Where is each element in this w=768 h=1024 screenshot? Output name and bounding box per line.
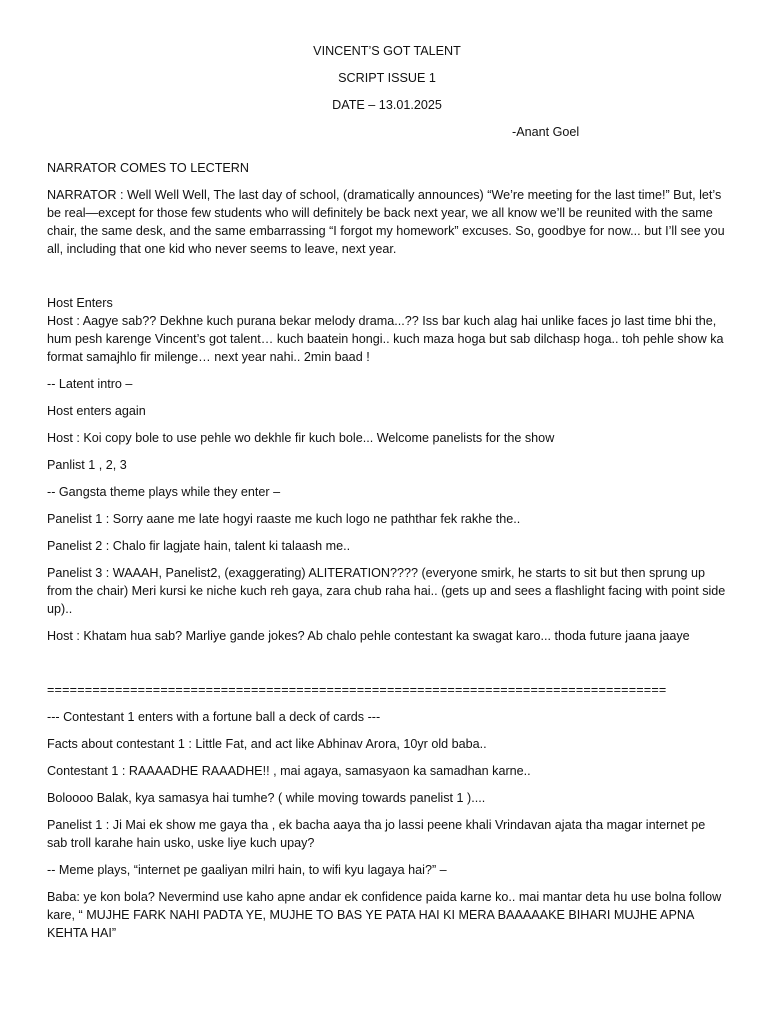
- panelist-line: Panelist 3 : WAAAH, Panelist2, (exaggerating) ALITERATION???? (everyone smirk, he starts to sit but then sprung up from the chair) Meri kursi ke niche kuch reh gaya, zara chub raha hai.. (gets up and sees a flashlight facing with point side up)..: [47, 566, 726, 616]
- host-line: Host : Koi copy bole to use pehle wo dekhle fir kuch bole... Welcome panelists for the show: [47, 431, 555, 445]
- author-line: -Anant Goel: [512, 125, 580, 139]
- blank-gap: [47, 654, 727, 681]
- contestant-line: Contestant 1 : RAAAADHE RAAADHE!! , mai agaya, samasyaon ka samadhan karne..: [47, 764, 531, 778]
- host-line: Host : Aagye sab?? Dekhne kuch purana bekar melody drama...?? Iss bar kuch alag hai unlike faces jo last time bhi the, hum pesh karenge Vincent’s got talent… kuch baatein hongi.. kuch maza hoga but sab dilchasp hoga.. toh pehle show ka format samajhlo fir milenge… next year nahi.. 2min baad !: [47, 314, 724, 364]
- panelists-line: Panlist 1 , 2, 3: [47, 458, 127, 472]
- script-body: [47, 42, 727, 951]
- blank-gap: [47, 267, 727, 294]
- document-title: VINCENT’S GOT TALENT: [313, 44, 461, 58]
- script-date: DATE – 13.01.2025: [332, 98, 442, 112]
- host-line: Host : Khatam hua sab? Marliye gande jokes? Ab chalo pehle contestant ka swagat karo... thoda future jaana jaaye: [47, 629, 690, 643]
- panelist-line: Panelist 2 : Chalo fir lagjate hain, talent ki talaash me..: [47, 539, 351, 553]
- section-separator: ==================================================================================: [47, 683, 667, 697]
- contestant-facts: Facts about contestant 1 : Little Fat, and act like Abhinav Arora, 10yr old baba..: [47, 737, 487, 751]
- panelist-line: Panelist 1 : Sorry aane me late hogyi raaste me kuch logo ne paththar fek rakhe the..: [47, 512, 521, 526]
- cue-line: -- Meme plays, “internet pe gaaliyan milri hain, to wifi kyu lagaya hai?” –: [47, 863, 447, 877]
- cue-line: -- Latent intro –: [47, 377, 133, 391]
- cue-line: -- Gangsta theme plays while they enter –: [47, 485, 281, 499]
- panelist-line: Panelist 1 : Ji Mai ek show me gaya tha , ek bacha aaya tha jo lassi peene khali Vrindavan ajata tha magar internet pe sab troll karahe hain usko, uske liye kuch upay?: [47, 818, 706, 850]
- contestant-line: Boloooo Balak, kya samasya hai tumhe? ( while moving towards panelist 1 )....: [47, 791, 486, 805]
- stage-direction: NARRATOR COMES TO LECTERN: [47, 161, 249, 175]
- script-issue: SCRIPT ISSUE 1: [338, 71, 436, 85]
- baba-line: Baba: ye kon bola? Nevermind use kaho apne andar ek confidence paida karne ko.. mai mantar deta hu use bolna follow kare, “ MUJHE FARK NAHI PADTA YE, MUJHE TO BAS YE PATA HAI KI MERA BAAAAAKE BIHARI MUJHE APNA KEHTA HAI”: [47, 890, 722, 940]
- cue-line: --- Contestant 1 enters with a fortune ball a deck of cards ---: [47, 710, 381, 724]
- stage-direction: Host Enters: [47, 296, 113, 310]
- narrator-line: NARRATOR : Well Well Well, The last day of school, (dramatically announces) “We’re meeting for the last time!” But, let’s be real—except for those few students who will definitely be back next year, we all know we’ll be reunited with the same chair, the same desk, and the same embarrassing “I forgot my homework” excuses. So, goodbye for now... but I’ll see you all, including that one kid who never seems to leave, next year.: [47, 188, 725, 256]
- stage-direction: Host enters again: [47, 404, 146, 418]
